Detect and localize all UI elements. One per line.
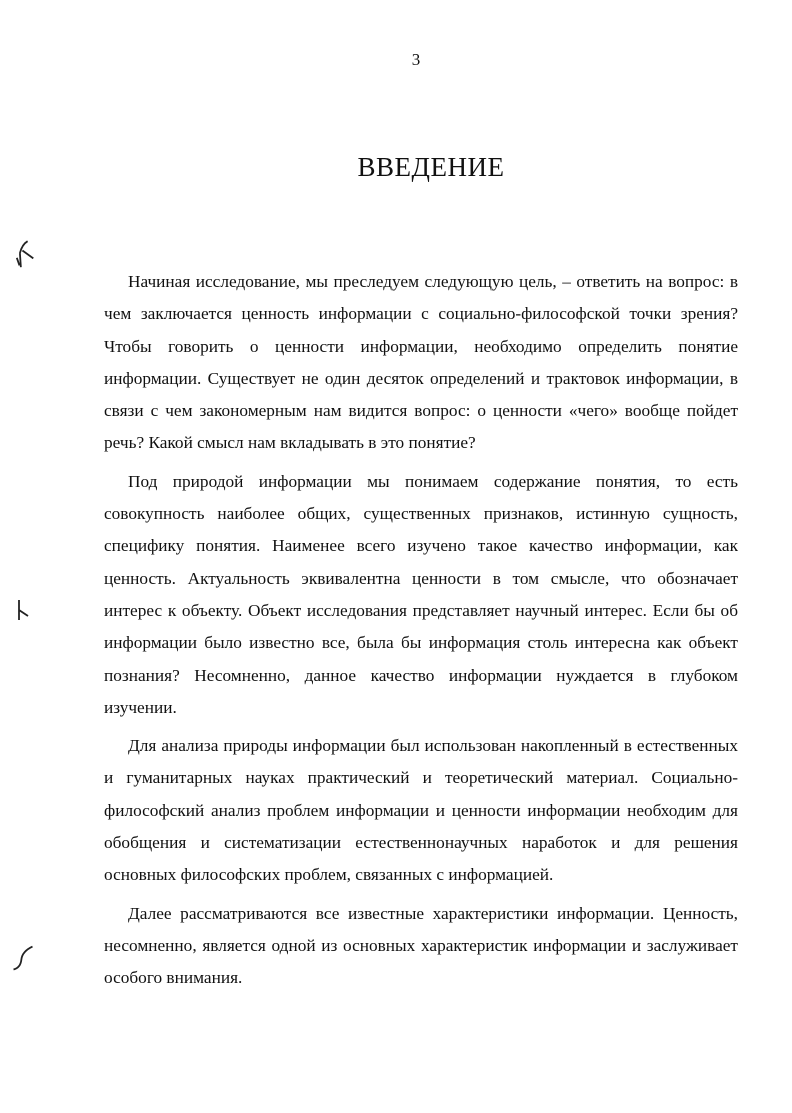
paragraph: Далее рассматриваются все известные характеристики информации. Ценность, несомненно, является одной из основных характеристик информации и заслуживает особого внимания. [104,903,738,988]
paragraph: Под природой информации мы понимаем содержание понятия, то есть совокупность наиболее общих, существенных признаков, истинную сущность, специфику понятия. Наименее всего изучено такое качество информации, как ценность. Актуальность эквивалентна ценности в том смысле, что обозначает интерес к объекту. Объект исследования представляет научный интерес. Если бы об информации было известно все, была бы информация столь интересна как объект познания? Несомненно, данное качество информации нуждается в глубоком изучении. [104,471,738,717]
margin-handwritten-mark [9,940,37,976]
paragraph: Начиная исследование, мы преследуем следующую цель, – ответить на вопрос: в чем заключается ценность информации с социально-философской точки зрения? Чтобы говорить о ценности информации, необходимо определить понятие информации. Существует не один десяток определений и трактовок информации, в связи с чем закономерным нам видится вопрос: о ценности «чего» вообще пойдет речь? Какой смысл нам вкладывать в это понятие? [104,272,738,453]
page-title: ВВЕДЕНИЕ [357,152,505,182]
margin-handwritten-mark [11,236,39,270]
introduction-body [104,266,738,1001]
paragraph: Для анализа природы информации был использован накопленный в естественных и гуманитарных науках практический и теоретический материал. Социально-философский анализ проблем информации и ценности информации необходим для обобщения и систематизации естественнонаучных наработок и для решения основных философских проблем, связанных с информацией. [104,736,738,885]
page-number: 3 [411,50,421,69]
margin-handwritten-mark [14,598,32,622]
